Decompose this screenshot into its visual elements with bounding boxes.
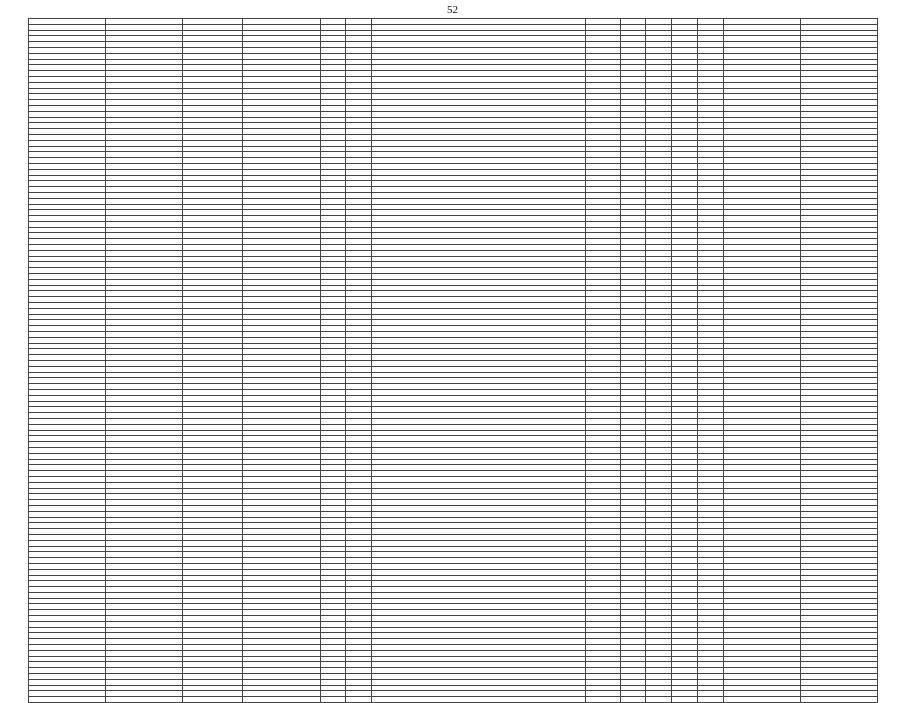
table-cell [183, 697, 243, 703]
table-cell [800, 697, 877, 703]
table-cell [371, 697, 585, 703]
table-cell [346, 697, 372, 703]
page-number: 52 [447, 4, 458, 16]
housing-table [28, 18, 878, 636]
table-cell [586, 697, 620, 703]
table-row [29, 697, 878, 703]
table-cell [697, 697, 723, 703]
table-cell [106, 697, 183, 703]
table-cell [672, 697, 698, 703]
table-cell [723, 697, 800, 703]
table-cell [320, 697, 346, 703]
table-cell [620, 697, 646, 703]
table-cell [243, 697, 320, 703]
data-table [28, 18, 878, 703]
table-cell [646, 697, 672, 703]
table-cell [29, 697, 106, 703]
